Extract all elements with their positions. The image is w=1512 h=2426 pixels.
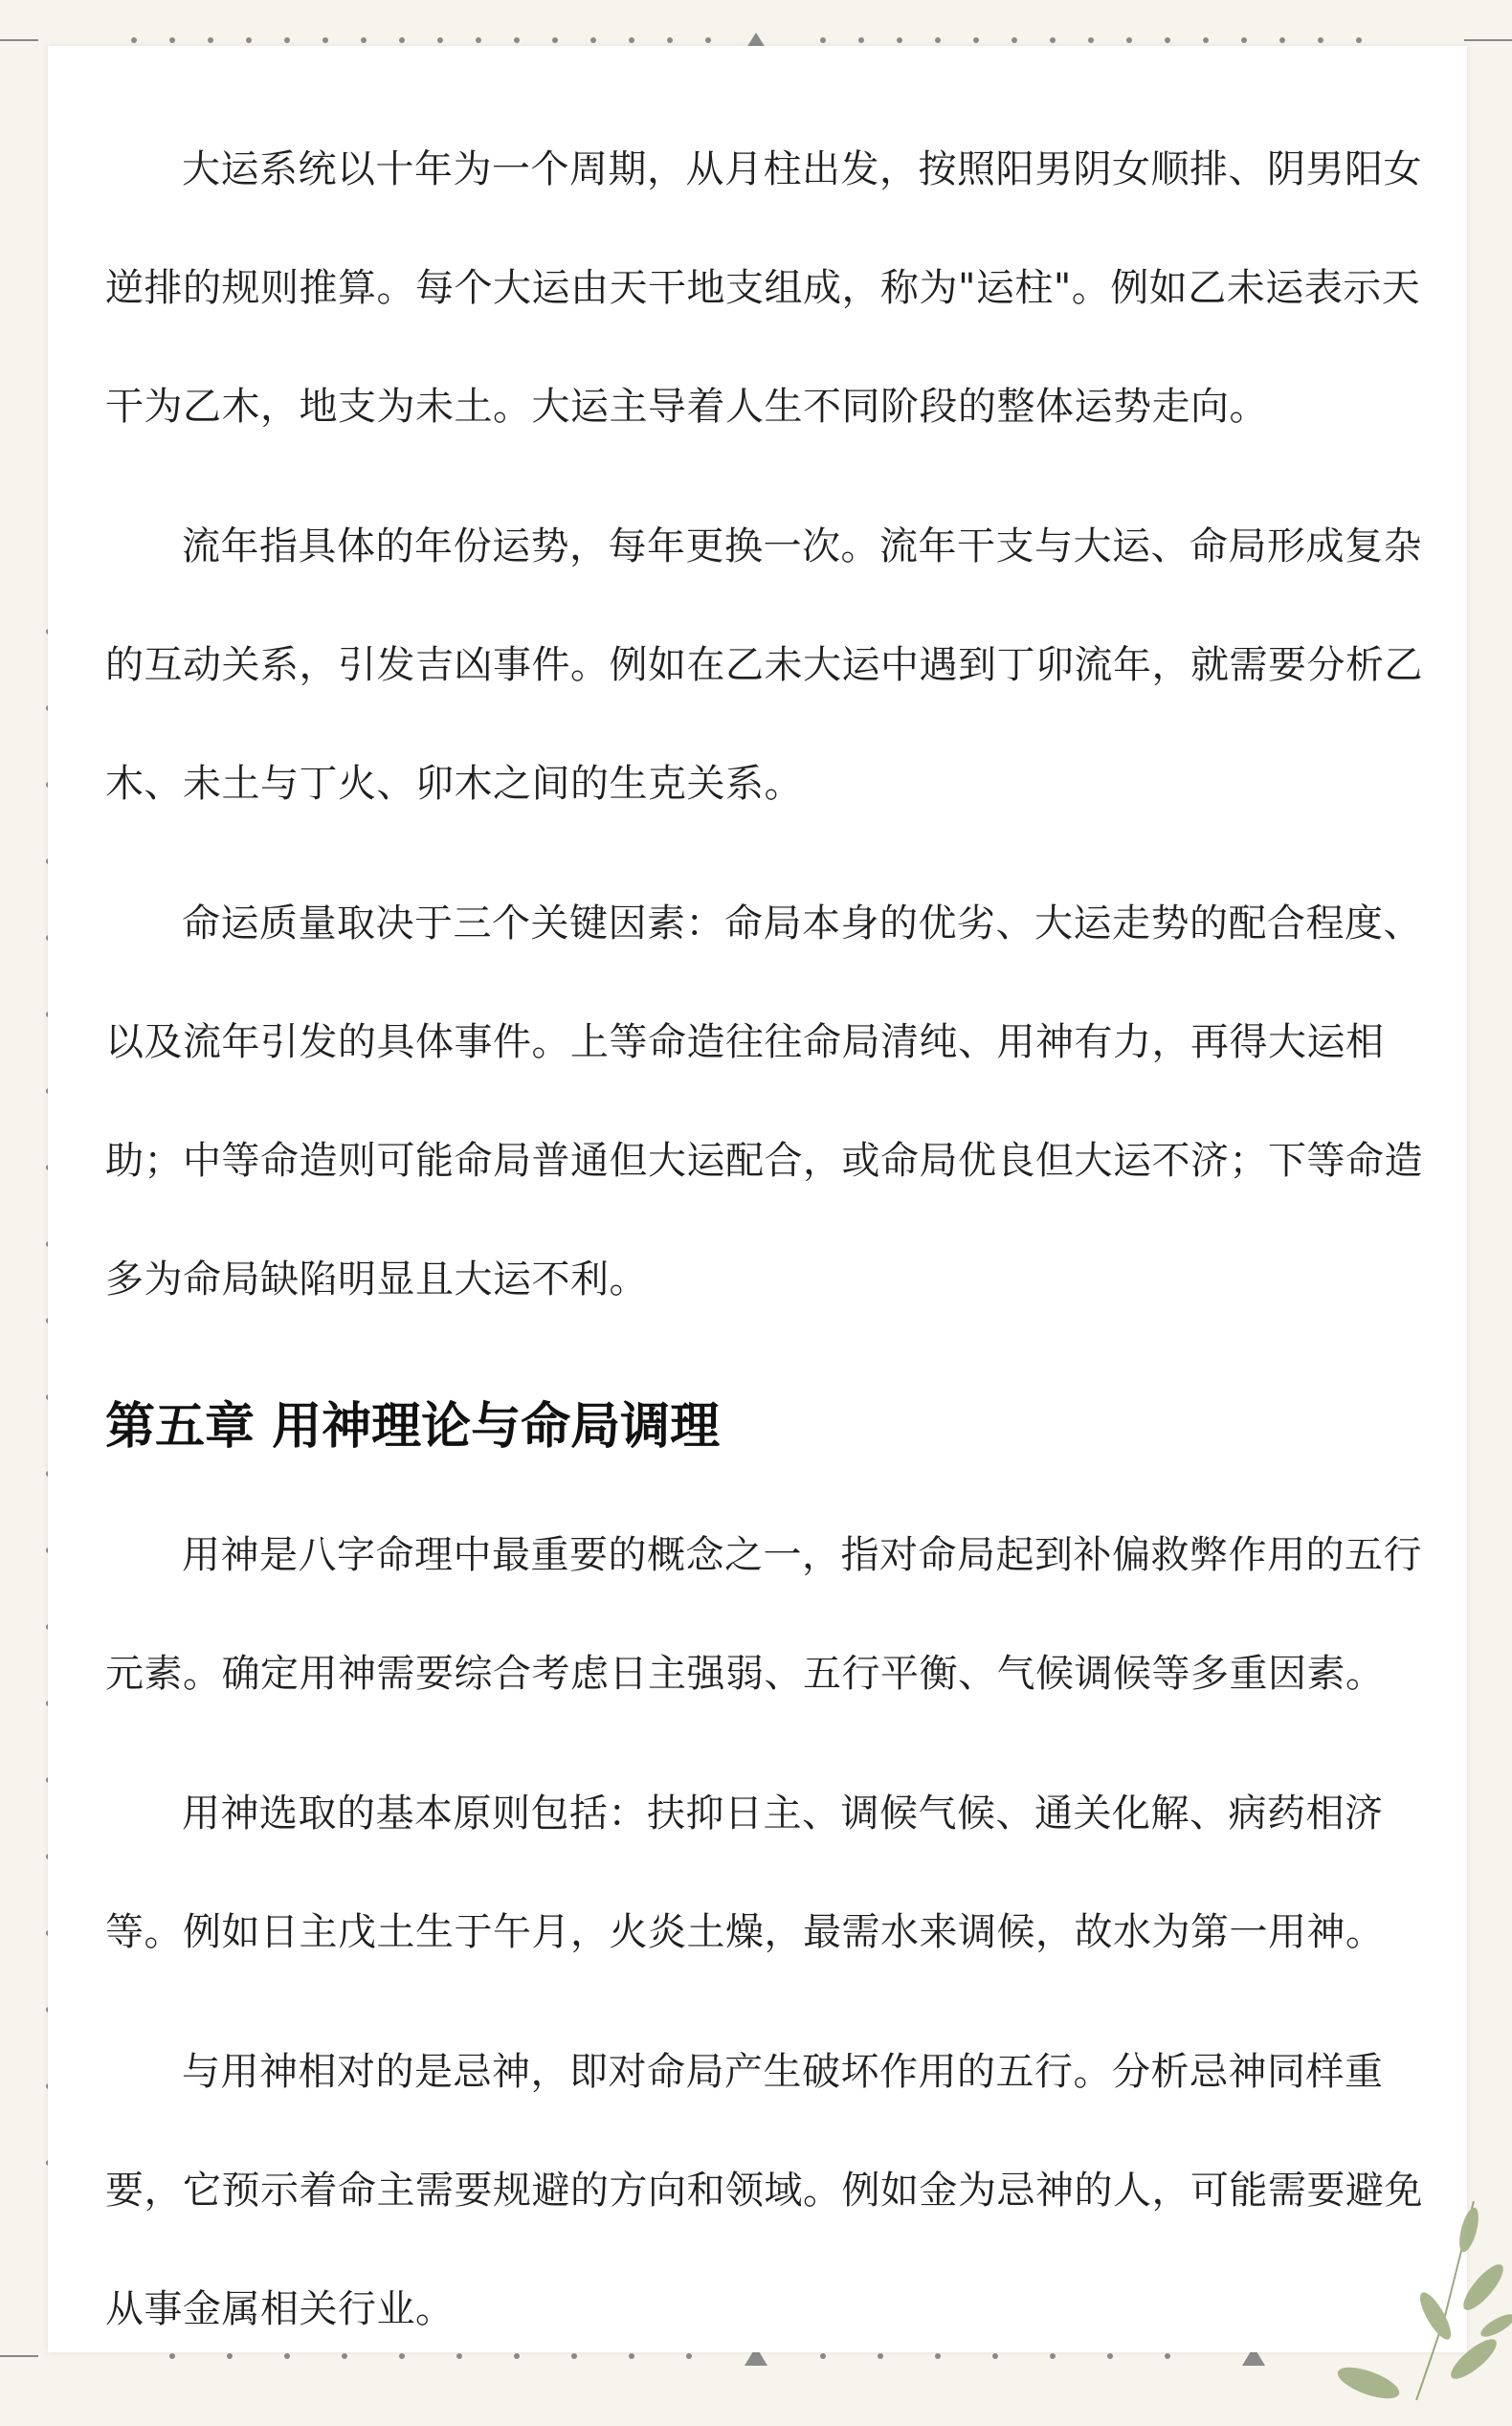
paragraph: 流年指具体的年份运势，每年更换一次。流年干支与大运、命局形成复杂的互动关系，引发吉凶事件。例如在乙未大运中遇到丁卯流年，就需要分析乙木、未土与丁火、卯木之间的生克关系。 — [105, 524, 1423, 806]
paragraph: 与用神相对的是忌神，即对命局产生破坏作用的五行。分析忌神同样重要，它预示着命主需要规避的方向和领域。例如金为忌神的人，可能需要避免从事金属相关行业。 — [105, 2050, 1423, 2331]
document-content — [105, 146, 1435, 2426]
paragraph: 大运系统以十年为一个周期，从月柱出发，按照阳男阴女顺排、阴男阳女逆排的规则推算。每个大运由天干地支组成，称为"运柱"。例如乙未运表示天干为乙木，地支为未土。大运主导着人生不同阶段的整体运势走向。 — [105, 147, 1422, 429]
chapter-heading: 第五章 用神理论与命局调理 — [105, 1398, 721, 1456]
paragraph: 用神选取的基本原则包括：扶抑日主、调候气候、通关化解、病药相济等。例如日主戊土生于午月，火炎土燥，最需水来调候，故水为第一用神。 — [105, 1792, 1385, 1954]
document-page — [48, 46, 1467, 2352]
paragraph: 命运质量取决于三个关键因素：命局本身的优劣、大运走势的配合程度、以及流年引发的具体事件。上等命造往往命局清纯、用神有力，再得大运相助；中等命造则可能命局普通但大运配合，或命局优良但大运不济；下等命造多为命局缺陷明显且大运不利。 — [105, 901, 1423, 1302]
leaf-branch-decoration — [1311, 2201, 1512, 2400]
paragraph: 用神是八字命理中最重要的概念之一，指对命局起到补偏救弊作用的五行元素。确定用神需要综合考虑日主强弱、五行平衡、气候调候等多重因素。 — [105, 1533, 1422, 1696]
